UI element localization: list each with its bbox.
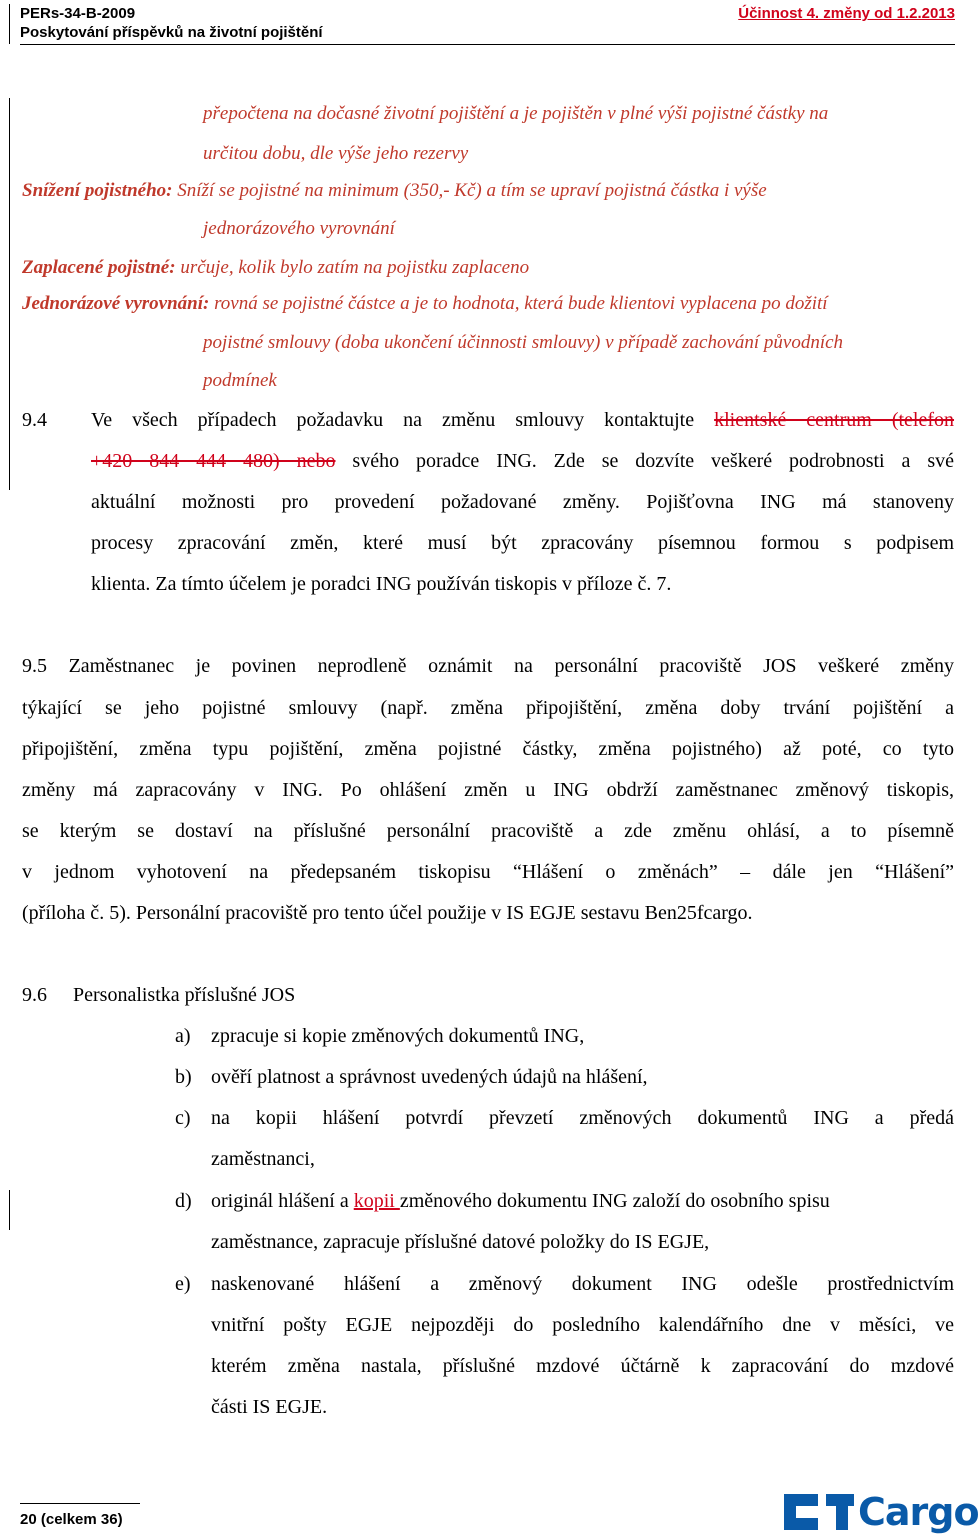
section-number: 9.5 [22, 655, 47, 677]
deleted-text: +420 844 444 480) nebo [91, 450, 336, 472]
term-snizeni [22, 171, 767, 211]
section-number: 9.4 [22, 409, 47, 431]
list-marker: e) [175, 1273, 191, 1295]
term-definition: jednorázového vyrovnání [203, 218, 395, 239]
term-jednoraz [22, 284, 828, 324]
header-divider [20, 44, 955, 45]
change-bar [9, 98, 10, 490]
text: Ve všech případech požadavku na změnu smlouvy kontaktujte [91, 409, 715, 431]
changed-text: kopii [353, 1190, 400, 1212]
change-bar [9, 1190, 10, 1230]
list-item: zaměstnance, zapracuje příslušné datové položky do IS EGJE, [211, 1231, 710, 1253]
list-marker: c) [175, 1107, 191, 1129]
change-bar [9, 4, 10, 44]
paragraph-line: týkající se jeho pojistné smlouvy (např. změna připojištění, změna doby trvání pojištění a [22, 697, 954, 719]
list-item: na kopii hlášení potvrdí převzetí změnových dokumentů ING a předá [211, 1107, 954, 1129]
section-heading: Personalistka příslušné JOS [73, 984, 296, 1006]
paragraph-line [91, 400, 954, 441]
section-number: 9.6 [22, 984, 47, 1006]
term-definition: pojistné smlouvy (doba ukončení účinnosti smlouvy) v případě zachování původních [203, 332, 844, 353]
text: Zaměstnanec je povinen neprodleně oznámit na personální pracoviště JOS veškeré změny [68, 655, 955, 677]
term-definition: určuje, kolik bylo zatím na pojistku zaplaceno [175, 257, 530, 278]
intro-line: určitou dobu, dle výše jeho rezervy [203, 143, 469, 164]
paragraph-line: klienta. Za tímto účelem je poradci ING používán tiskopis v příloze č. 7. [91, 573, 672, 595]
list-item: vnitřní pošty EGJE nejpozději do posledního kalendářního dne v měsíci, ve [211, 1314, 954, 1336]
paragraph-line: změny má zapracovány v ING. Po ohlášení změn u ING obdrží zaměstnanec změnový tiskopis, [22, 779, 954, 801]
text: změnového dokumentu ING založí do osobního spisu [399, 1190, 830, 1212]
intro-line: přepočtena na dočasné životní pojištění a je pojištěn v plné výši pojistné částky na [203, 103, 829, 124]
paragraph-line: v jednom vyhotovení na předepsaném tiskopisu “Hlášení o změnách” – dále jen “Hlášení” [22, 861, 954, 883]
list-item [211, 1181, 954, 1222]
list-item: zaměstnanci, [211, 1148, 315, 1170]
paragraph-line [22, 646, 954, 687]
document-title: Poskytování příspěvků na životní pojištění [20, 24, 323, 41]
term-label: Snížení pojistného: [22, 180, 173, 201]
term-definition: rovná se pojistné částce a je to hodnota, která bude klientovi vyplacena po dožití [209, 293, 828, 314]
term-definition: podmínek [203, 370, 277, 391]
term-label: Jednorázové vyrovnání: [22, 293, 210, 314]
paragraph-line: (příloha č. 5). Personální pracoviště pro tento účel použije v IS EGJE sestavu Ben25fcargo. [22, 902, 753, 924]
effective-date: Účinnost 4. změny od 1.2.2013 [738, 5, 955, 22]
term-definition: Sníží se pojistné na minimum (350,- Kč) a tím se upraví pojistná částka i výše [172, 180, 767, 201]
list-item: ověří platnost a správnost uvedených údajů na hlášení, [211, 1066, 648, 1088]
paragraph-line: se kterým se dostaví na příslušné personální pracoviště a zde změnu ohlásí, a to písemně [22, 820, 954, 842]
deleted-text: klientské centrum (telefon [714, 409, 955, 431]
paragraph-line [91, 441, 954, 482]
document-header [20, 4, 323, 42]
paragraph-line: připojištění, změna typu pojištění, změna pojistné částky, změna pojistného) až poté, co tyto [22, 738, 954, 760]
list-marker: b) [175, 1066, 192, 1088]
list-item: části IS EGJE. [211, 1396, 328, 1418]
term-zaplacene [22, 248, 529, 288]
text: svého poradce ING. Zde se dozvíte veškeré podrobnosti a své [335, 450, 954, 472]
paragraph-line: procesy zpracování změn, které musí být zpracovány písemnou formou s podpisem [91, 532, 954, 554]
list-marker: d) [175, 1190, 192, 1212]
paragraph-line: aktuální možnosti pro provedení požadované změny. Pojišťovna ING má stanoveny [91, 491, 954, 513]
list-marker: a) [175, 1025, 191, 1047]
page-number: 20 (celkem 36) [20, 1511, 123, 1528]
text: originál hlášení a [211, 1190, 354, 1212]
term-label: Zaplacené pojistné: [22, 257, 176, 278]
document-code: PERs-34-B-2009 [20, 5, 136, 22]
list-item: naskenované hlášení a změnový dokument ING odešle prostřednictvím [211, 1273, 954, 1295]
logo-text: Cargo [858, 1490, 979, 1534]
list-item: kterém změna nastala, příslušné mzdové účtárně k zapracování do mzdové [211, 1355, 954, 1377]
footer-divider [20, 1503, 140, 1504]
list-item: zpracuje si kopie změnových dokumentů ING, [211, 1025, 585, 1047]
